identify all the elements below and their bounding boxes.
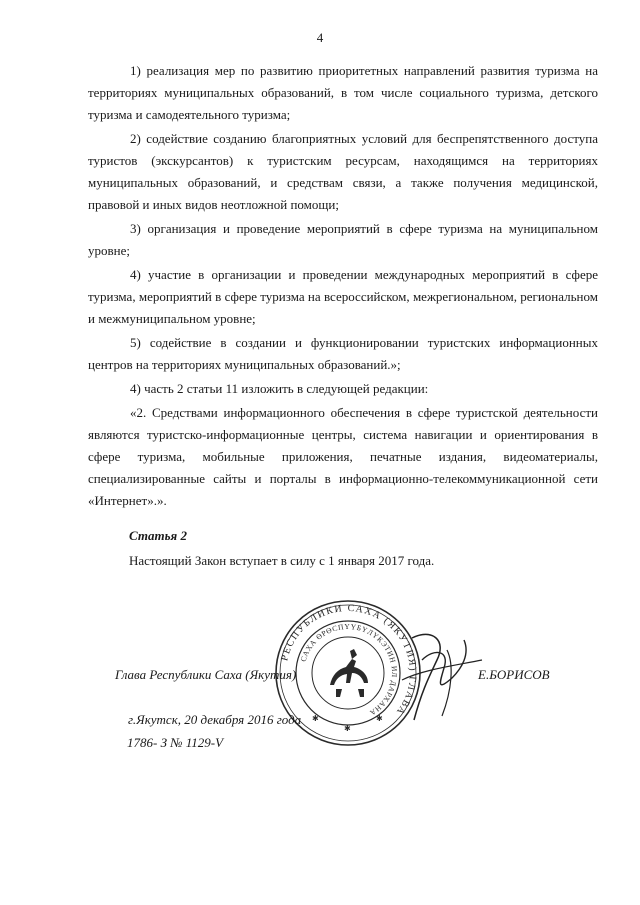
svg-text:САХА ӨРӨСПҮҮБҮЛҮКЭТИН ИЛ ДАРХА: САХА ӨРӨСПҮҮБҮЛҮКЭТИН ИЛ ДАРХАНА [298,621,400,718]
paragraph: 1) реализация мер по развитию приоритетных направлений развития туризма на территориях муниципальных образований, в том числе социального туризма, детского туризма и самодеятельного туризма; [88,63,598,122]
paragraph: 2) содействие созданию благоприятных условий для беспрепятственного доступа туристов (экскурсантов) к туристским ресурсам, находящимся на территориях муниципальных образований, и средствам связи, а также получения медицинской, правовой и иных видов неотложной помощи; [88,131,598,212]
paragraph: «2. Средствами информационного обеспечения в сфере туристской деятельности являются туристско-информационные центры, система навигации и ориентирования в сфере туризма, мобильные приложения, печатные издания, видеоматериалы, специализированные сайты и порталы в информационно-телекоммуникационной сети «Интернет».». [88,405,598,508]
registration-number: 1786- З № 1129-V [127,735,224,750]
paragraph: 5) содействие в создании и функционировании туристских информационных центров на территориях муниципальных образований.»; [88,335,598,372]
page-number: 4 [316,30,324,45]
signatory-name: Е.БОРИСОВ [478,667,550,682]
signatory-title: Глава Республики Саха (Якутия) [115,667,297,682]
svg-text:РЕСПУБЛИКИ САХА (ЯКУТИЯ) ГЛАВА: РЕСПУБЛИКИ САХА (ЯКУТИЯ) ГЛАВА [279,602,419,718]
article-title: Статья 2 [129,528,187,543]
svg-text:✱: ✱ [312,714,319,723]
paragraph: 3) организация и проведение мероприятий в сфере туризма на муниципальном уровне; [88,221,598,258]
article-text: Настоящий Закон вступает в силу с 1 января 2017 года. [129,553,435,568]
handwritten-signature-icon [392,620,492,730]
svg-text:✱: ✱ [344,724,351,733]
paragraph: 4) участие в организации и проведении международных мероприятий в сфере туризма, мероприятий в сфере туризма на всероссийском, межрегиональном, региональном и межмуниципальном уровне; [88,267,598,326]
svg-text:✱: ✱ [376,714,383,723]
place-and-date: г.Якутск, 20 декабря 2016 года [128,712,302,727]
body-text [88,60,598,514]
paragraph: 4) часть 2 статьи 11 изложить в следующей редакции: [130,381,429,396]
